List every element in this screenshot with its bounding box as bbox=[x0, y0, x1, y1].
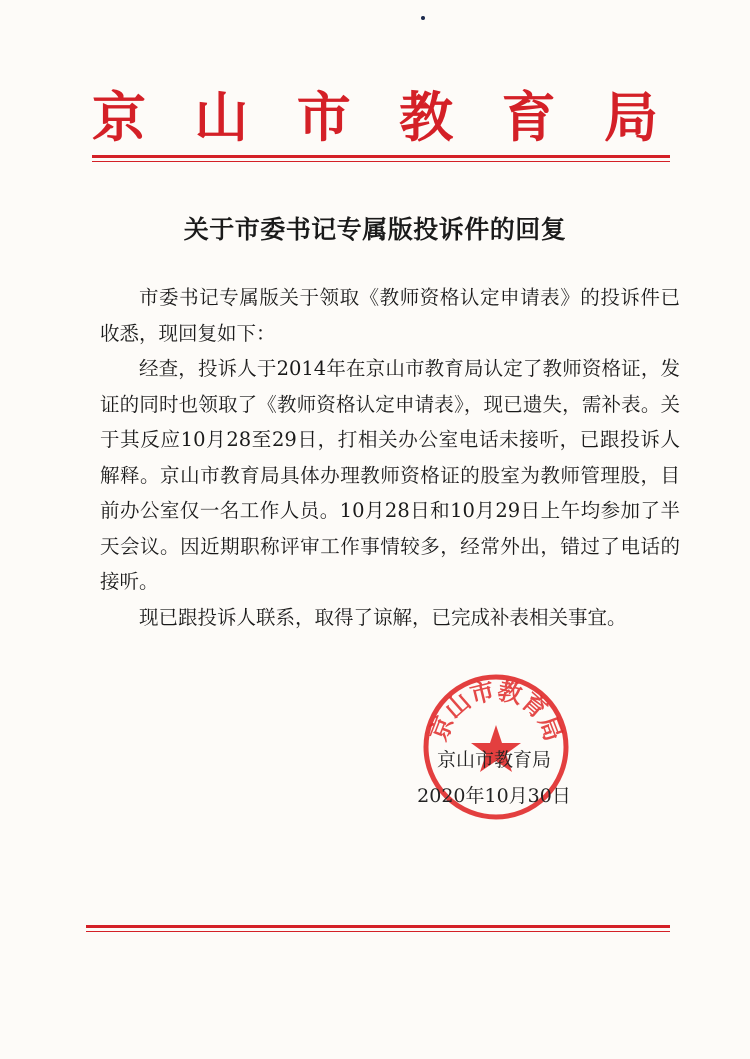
seal-lettering: 京山市教育局 bbox=[423, 675, 569, 745]
body-paragraph: 经查，投诉人于2014年在京山市教育局认定了教师资格证，发证的同时也领取了《教师资格认定申请表》，现已遗失，需补表。关于其反应10月28至29日，打相关办公室电话未接听，已跟投诉人解释。京山市教育局具体办理教师资格证的股室为教师管理股，目前办公室仅一名工作人员。10月28日和10月29日上午均参加了半天会议。因近期职称评审工作事情较多，经常外出，错过了电话的接听。 bbox=[100, 357, 680, 593]
signature-org: 京山市教育局 bbox=[436, 749, 551, 771]
letterhead-char: 市 bbox=[296, 85, 351, 149]
letterhead-char: 育 bbox=[501, 85, 556, 149]
letterhead-char: 教 bbox=[399, 85, 454, 149]
letterhead-org-name bbox=[92, 84, 658, 150]
scan-speck bbox=[421, 16, 425, 20]
body-paragraph: 现已跟投诉人联系，取得了谅解，已完成补表相关事宜。 bbox=[139, 605, 627, 629]
body-paragraph: 市委书记专属版关于领取《教师资格认定申请表》的投诉件已收悉，现回复如下： bbox=[100, 286, 680, 345]
footer-rule-thick bbox=[86, 925, 670, 928]
document-body bbox=[100, 280, 680, 635]
letterhead-char: 局 bbox=[603, 85, 658, 149]
letterhead-char: 京 bbox=[92, 85, 146, 149]
letterhead-char: 山 bbox=[194, 85, 249, 149]
footer-rule-thin bbox=[86, 931, 670, 932]
signature-block bbox=[404, 742, 584, 814]
signature-date: 2020年10月30日 bbox=[417, 785, 571, 807]
letterhead-rule-thin bbox=[92, 161, 670, 162]
letterhead-rule-thick bbox=[92, 155, 670, 158]
document-title: 关于市委书记专属版投诉件的回复 bbox=[183, 215, 567, 244]
